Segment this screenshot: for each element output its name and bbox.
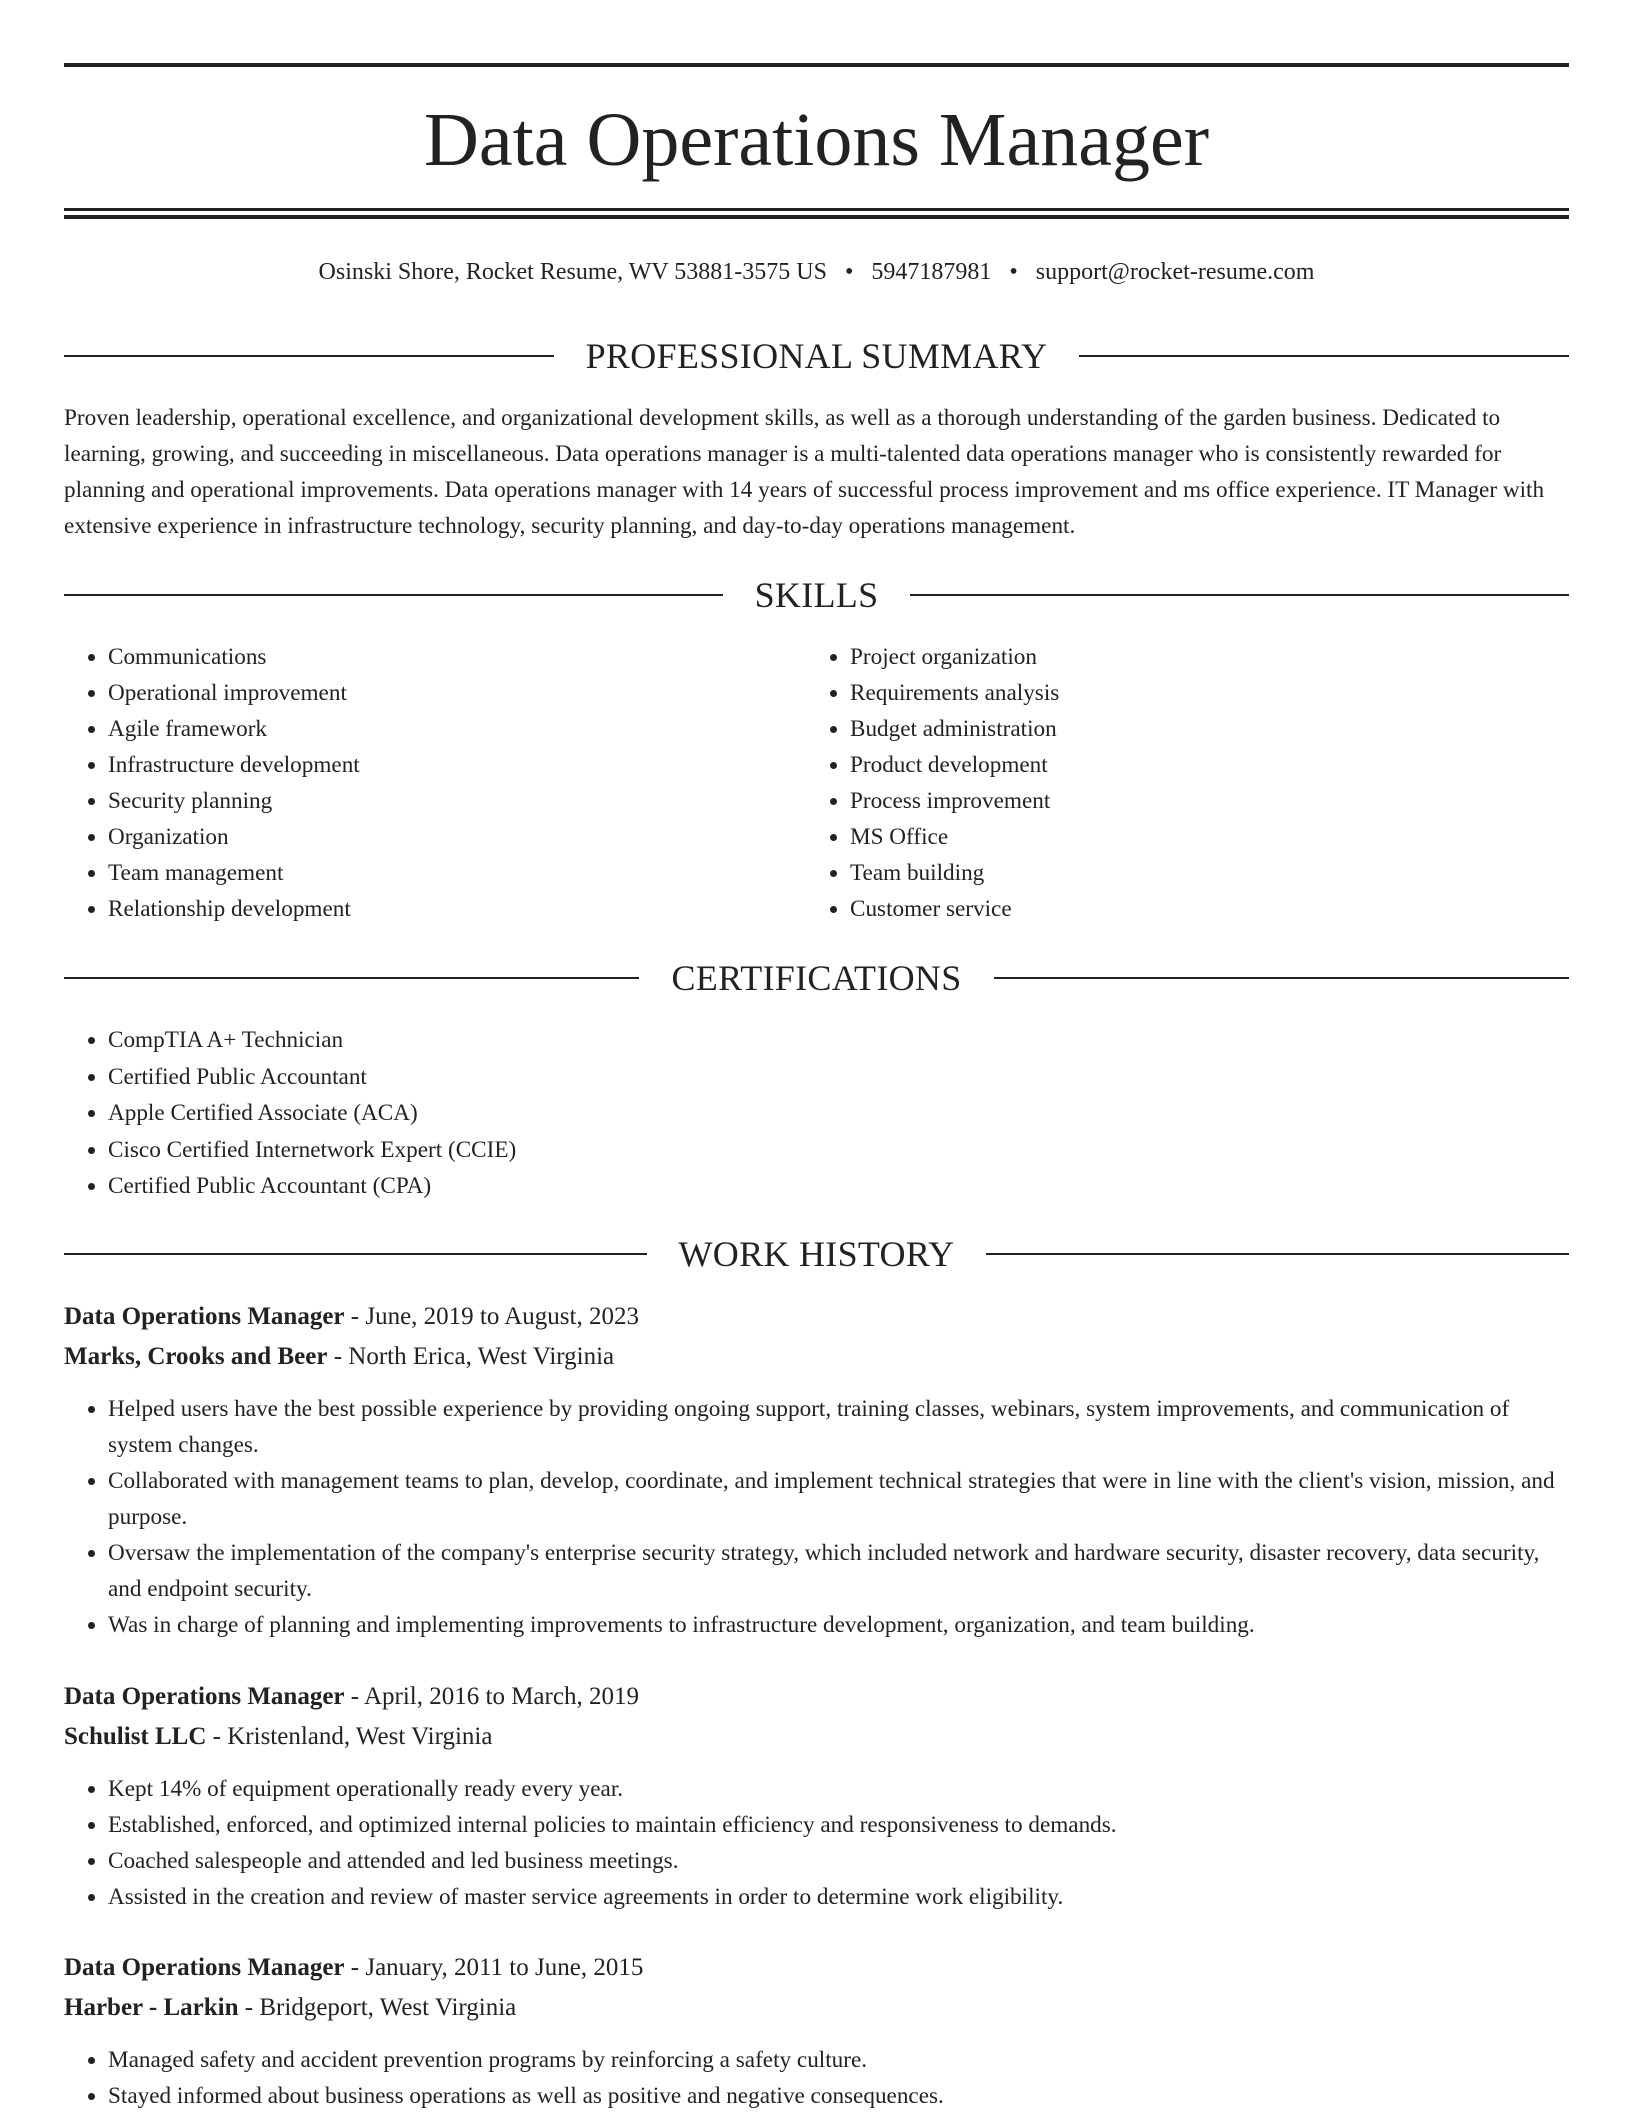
skills-list (806, 639, 1506, 927)
job-bullet: • Was in charge of planning and implementing improvements to infrastructure development, organization, and team building. (108, 1607, 1569, 1643)
job-title-line (64, 1297, 1569, 1337)
skill-item: • Organization (108, 819, 764, 855)
section-title: CERTIFICATIONS (671, 958, 962, 998)
certifications-list (64, 1022, 1569, 1205)
skill-item: • Team building (850, 855, 1506, 891)
skill-item: • Project organization (850, 639, 1506, 675)
job-location: - Kristenland, West Virginia (206, 1723, 493, 1750)
certification-item: • Certified Public Accountant (108, 1059, 1569, 1096)
skill-item: • Agile framework (108, 711, 764, 747)
skill-item: • Budget administration (850, 711, 1506, 747)
job-title-line (64, 1677, 1569, 1717)
section-rule (64, 594, 723, 596)
job-bullet: • Collaborated with management teams to plan, develop, coordinate, and implement technical strategies that were in line with the client's vision, mission, and purpose. (108, 1463, 1569, 1535)
job-bullet: • Oversaw the implementation of the company's enterprise security strategy, which included network and hardware security, disaster recovery, data security, and endpoint security. (108, 1535, 1569, 1607)
job-bullets (64, 1771, 1569, 1915)
job-bullet: • Coached salespeople and attended and led business meetings. (108, 1843, 1569, 1879)
section-heading-skills (64, 571, 1569, 619)
job-dates: - June, 2019 to August, 2023 (344, 1303, 639, 1330)
skills-column-right (806, 639, 1506, 927)
skill-item: • Communications (108, 639, 764, 675)
contact-phone: 5947187981 (871, 259, 992, 285)
contact-separator: • (1009, 259, 1018, 285)
job-entry (64, 1297, 1569, 1643)
job-entry (64, 1948, 1569, 2112)
skill-item: • Infrastructure development (108, 747, 764, 783)
skill-item: • MS Office (850, 819, 1506, 855)
section-rule (64, 977, 639, 979)
certification-item: • Certified Public Accountant (CPA) (108, 1168, 1569, 1205)
skill-item: • Customer service (850, 891, 1506, 927)
job-company: Harber - Larkin (64, 1994, 239, 2021)
contact-line (64, 252, 1569, 292)
section-rule (64, 355, 554, 357)
job-title-line (64, 1948, 1569, 1988)
skills-list (64, 639, 764, 927)
section-rule (994, 977, 1569, 979)
skill-item: • Product development (850, 747, 1506, 783)
job-entry (64, 1677, 1569, 1915)
job-company: Schulist LLC (64, 1723, 207, 1750)
job-company-line (64, 1717, 1569, 1757)
job-company-line (64, 1988, 1569, 2028)
section-heading-work-history (64, 1230, 1569, 1278)
job-title: Data Operations Manager (64, 1303, 345, 1330)
job-location: - Bridgeport, West Virginia (238, 1994, 517, 2021)
job-company-line (64, 1337, 1569, 1377)
job-dates: - January, 2011 to June, 2015 (344, 1954, 644, 1981)
skill-item: • Requirements analysis (850, 675, 1506, 711)
job-bullets (64, 1391, 1569, 1643)
job-bullet: • Stayed informed about business operations as well as positive and negative consequences. (108, 2078, 1569, 2112)
job-title: Data Operations Manager (64, 1954, 345, 1981)
contact-address: Osinski Shore, Rocket Resume, WV 53881-3575 US (318, 259, 827, 285)
job-bullet: • Helped users have the best possible experience by providing ongoing support, training classes, webinars, system improvements, and communication of system changes. (108, 1391, 1569, 1463)
section-rule (986, 1253, 1569, 1255)
job-bullet: • Managed safety and accident prevention programs by reinforcing a safety culture. (108, 2042, 1569, 2078)
job-bullet: • Kept 14% of equipment operationally ready every year. (108, 1771, 1569, 1807)
certification-item: • CompTIA A+ Technician (108, 1022, 1569, 1059)
job-bullet: • Established, enforced, and optimized internal policies to maintain efficiency and responsiveness to demands. (108, 1807, 1569, 1843)
section-title: WORK HISTORY (678, 1234, 955, 1274)
title-rule-upper (64, 208, 1569, 211)
job-bullet: • Assisted in the creation and review of master service agreements in order to determine work eligibility. (108, 1879, 1569, 1915)
section-rule (1079, 355, 1569, 357)
job-title: Data Operations Manager (64, 1683, 345, 1710)
title-rule-lower (64, 215, 1569, 219)
section-title: SKILLS (754, 575, 879, 615)
section-heading-summary (64, 332, 1569, 380)
section-rule (64, 1253, 647, 1255)
certification-item: • Apple Certified Associate (ACA) (108, 1095, 1569, 1132)
contact-separator: • (844, 259, 854, 285)
certifications-block (64, 1022, 1569, 1205)
section-rule (910, 594, 1569, 596)
job-company: Marks, Crooks and Beer (64, 1343, 328, 1370)
certification-item: • Cisco Certified Internetwork Expert (CCIE) (108, 1132, 1569, 1169)
skill-item: • Security planning (108, 783, 764, 819)
job-location: - North Erica, West Virginia (327, 1343, 615, 1370)
top-rule (64, 63, 1569, 67)
skill-item: • Process improvement (850, 783, 1506, 819)
contact-email[interactable]: support@rocket-resume.com (1035, 259, 1315, 285)
page-title: Data Operations Manager (423, 98, 1209, 182)
skill-item: • Team management (108, 855, 764, 891)
job-bullets (64, 2042, 1569, 2112)
section-title: PROFESSIONAL SUMMARY (585, 336, 1048, 376)
skills-column-left (64, 639, 764, 927)
section-heading-certifications (64, 954, 1569, 1002)
skill-item: • Relationship development (108, 891, 764, 927)
summary-text: Proven leadership, operational excellence, and organizational development skills, as well as a thorough understanding of the garden business. Dedicated to learning, growing, and succeeding in miscellaneous. Data operations manager is a multi-talented data operations manager who is consistently rewarded for planning and operational improvements. Data operations manager with 14 years of successful process improvement and ms office experience. IT Manager with extensive experience in infrastructure technology, security planning, and day-to-day operations management. (64, 405, 1545, 539)
job-dates: - April, 2016 to March, 2019 (344, 1683, 639, 1710)
skill-item: • Operational improvement (108, 675, 764, 711)
